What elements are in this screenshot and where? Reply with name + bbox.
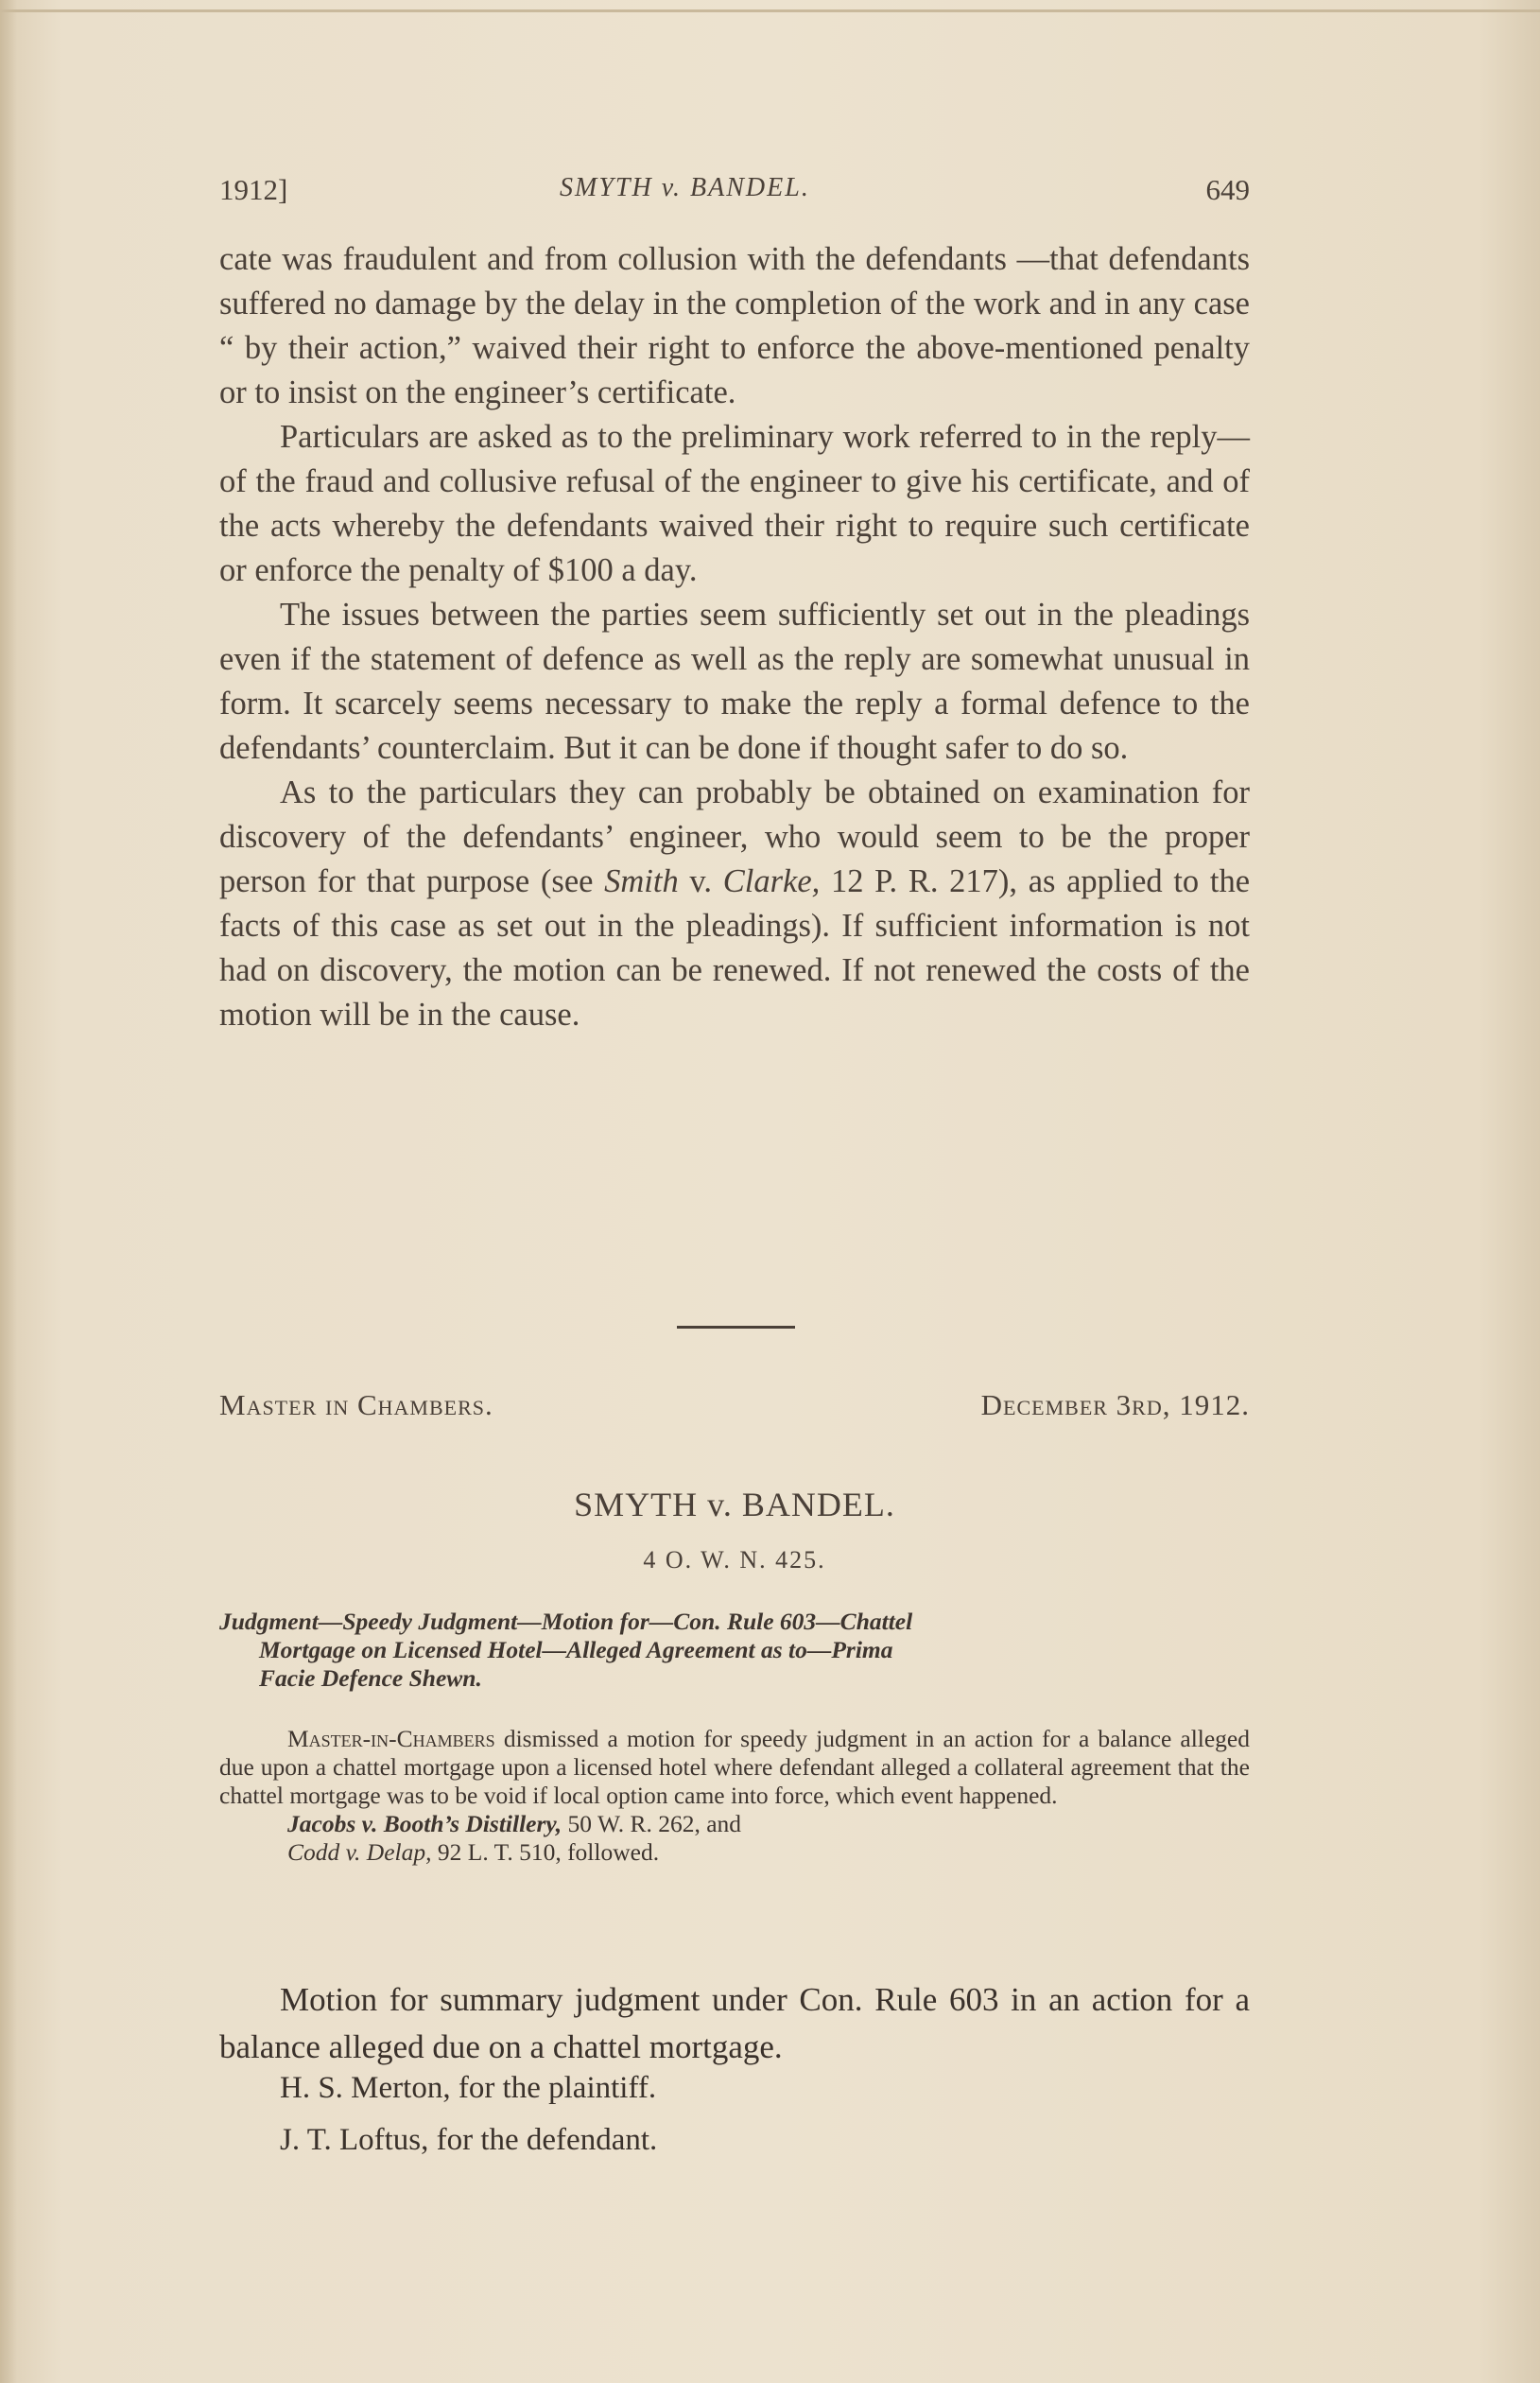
- motion-text: Motion for summary judgment under Con. Rule 603 in an action for a balance alleged due on a chattel mortgage.: [219, 1981, 1250, 2065]
- binding-shadow: [0, 0, 17, 2383]
- headnote-summary: [219, 1725, 1250, 1867]
- summary-citation-1: [219, 1810, 1250, 1838]
- case-title: SMYTH v. BANDEL.: [574, 1486, 895, 1523]
- summary-text: [219, 1725, 1250, 1810]
- counsel-plaintiff: H. S. Merton, for the plaintiff.: [280, 2071, 657, 2105]
- headnote: [219, 1608, 1250, 1693]
- counsel-defendant: J. T. Loftus, for the defendant.: [280, 2123, 658, 2157]
- headnote-line-3: Facie Defence Shewn.: [259, 1664, 482, 1692]
- court-name: Master in Chambers.: [219, 1388, 493, 1421]
- paragraph-3: The issues between the parties seem sufficiently set out in the pleadings even if the statement of defence as well as the reply are somewhat unusual in form. It scarcely seems necessary to make the reply a formal defence to the defendants’ counterclaim. But it can be done if thought safer to do so.: [219, 597, 1250, 766]
- case-citation: 4 O. W. N. 425.: [643, 1546, 826, 1574]
- summary-body: dismissed a motion for speedy judgment in an action for a balance alleged due upon a chattel mortgage upon a licensed hotel where defendant alleged a collateral agreement that the chattel mortgage was to be void if local option came into force, which event happened.: [219, 1725, 1250, 1809]
- citation-2-rest: 92 L. T. 510, followed.: [437, 1838, 660, 1866]
- running-head: [219, 173, 1250, 220]
- paragraph-4-start: As to the particulars they can probably be obtained on examination for discovery of the defendants’ engineer, who would seem to be the proper person for that purpose (see: [219, 774, 1250, 899]
- header-title: SMYTH v. BANDEL.: [560, 173, 810, 202]
- section-divider: [677, 1326, 795, 1329]
- headnote-line-1: Judgment—Speedy Judgment—Motion for—Con. Rule 603—Chattel: [219, 1608, 913, 1635]
- paragraph-2: Particulars are asked as to the preliminary work referred to in the reply—of the fraud and collusive refusal of the engineer to give his certificate, and of the acts whereby the defendants waived their right to require such certificate or enforce the penalty of $100 a day.: [219, 419, 1250, 588]
- paragraph-4-end: 12 P. R. 217), as applied to the facts of this case as set out in the pleadings). If sufficient information is not had on discovery, the motion can be renewed. If not renewed the costs of the motion will be in the cause.: [219, 863, 1251, 1033]
- body-text: [219, 237, 1250, 1037]
- case-name-clarke: Clarke,: [722, 863, 821, 899]
- court-line: [219, 1388, 1250, 1426]
- paragraph-4: [219, 771, 1250, 1037]
- citation-1-rest: 50 W. R. 262, and: [567, 1810, 742, 1837]
- page-number: 649: [1205, 173, 1250, 206]
- decision-date: December 3rd, 1912.: [980, 1388, 1250, 1421]
- citation-1-name: Jacobs v. Booth’s Distillery,: [287, 1810, 562, 1837]
- top-edge: [0, 9, 1540, 12]
- summary-master: Master-in-Chambers: [287, 1725, 495, 1752]
- summary-citation-2: [219, 1838, 1250, 1867]
- motion-paragraph: [219, 1976, 1250, 2071]
- case-versus: v.: [689, 863, 713, 899]
- citation-2-name: Codd v. Delap,: [287, 1838, 432, 1866]
- case-name-smith: Smith: [604, 863, 679, 899]
- paragraph-1: cate was fraudulent and from collusion with the defendants —that defendants suffered no damage by the delay in the completion of the work and in any case “ by their action,” waived their right to enforce the above-mentioned penalty or to insist on the engineer’s certificate.: [219, 241, 1250, 410]
- headnote-line-2: Mortgage on Licensed Hotel—Alleged Agreement as to—Prima: [259, 1636, 893, 1663]
- header-year: 1912]: [219, 173, 288, 206]
